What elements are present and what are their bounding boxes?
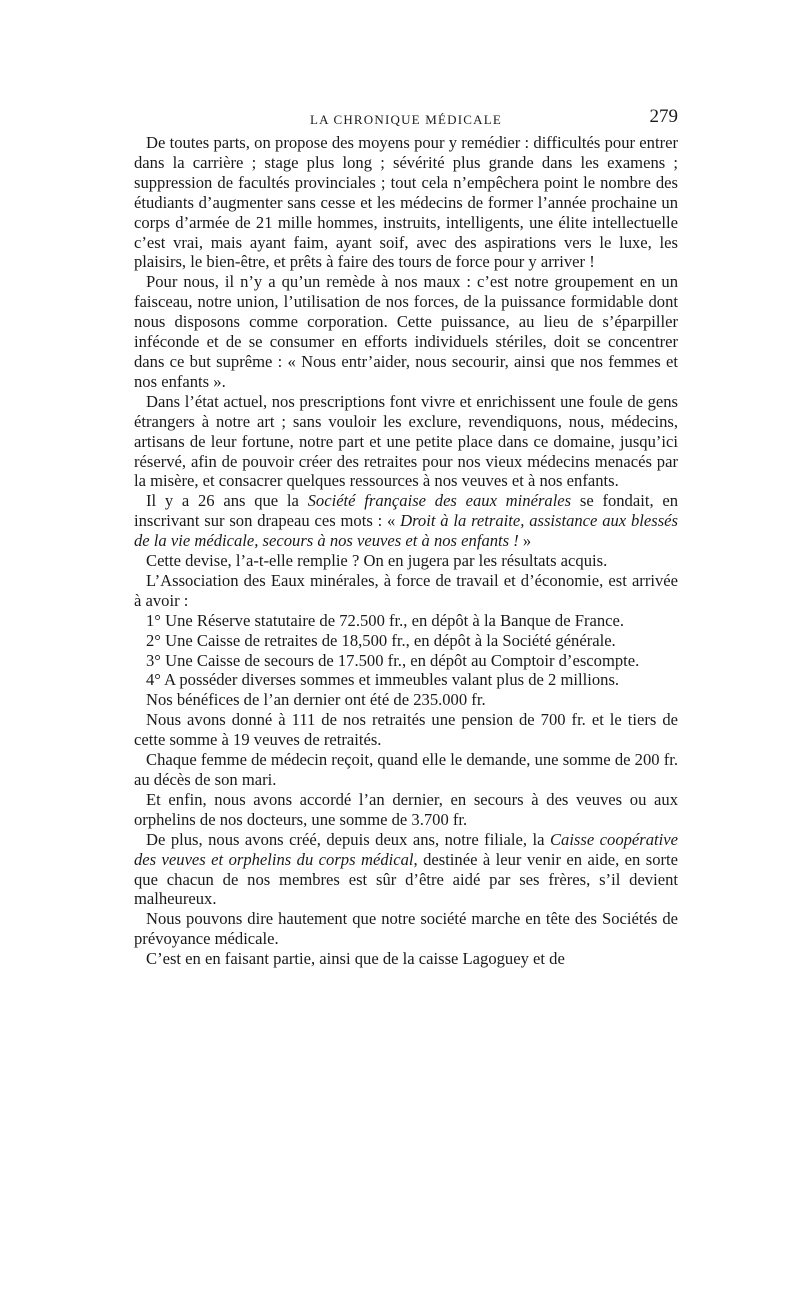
text-run: , destinée à leur venir en aide, en sorte que chacun de nos membres est sûr d’être aidé par ses frères, s’il devient malheureux.	[134, 849, 679, 909]
paragraph	[134, 651, 678, 671]
text-run: Cette devise, l’a-t-elle remplie ? On en jugera par les résultats acquis.	[146, 551, 608, 571]
paragraph	[134, 133, 678, 272]
text-run: C’est en en faisant partie, ainsi que de la caisse Lagoguey et de	[146, 949, 565, 969]
text-run: Chaque femme de médecin reçoit, quand elle le demande, une somme de 200 fr. au décès de son mari.	[134, 750, 678, 789]
text-run: L’Association des Eaux minérales, à force de travail et d’économie, est arrivée à avoir :	[134, 570, 678, 610]
page-header	[134, 106, 678, 132]
text-run: 1° Une Réserve statutaire de 72.500 fr., en dépôt à la Banque de France.	[146, 610, 625, 630]
paragraph	[134, 690, 678, 710]
text-run: Pour nous, il n’y a qu’un remède à nos maux : c’est notre groupement en un faisceau, notre union, l’utilisation de nos forces, de la puissance formidable dont nous disposons comme corporation. Cette puissance, au lieu de s’éparpiller inféconde et de se consumer en efforts individuels stériles, doit se concentrer dans ce but suprême : « Nous entr’aider, nous secourir, ainsi que nos femmes et nos enfants ».	[134, 272, 678, 391]
paragraph	[134, 392, 678, 492]
italic-text-run: Caisse coopérative des veuves et orphelins du corps médical	[134, 829, 679, 869]
text-run: Et enfin, nous avons accordé l’an dernier, en secours à des veuves ou aux orphelins de nos docteurs, une somme de 3.700 fr.	[134, 789, 678, 829]
text-run: De toutes parts, on propose des moyens pour y remédier : difficultés pour entrer dans la carrière ; stage plus long ; sévérité plus grande dans les examens ; suppression de facultés provinciales ; tout cela n’empêchera point le nombre des étudiants d’augmenter sans cesse et les médecins de former l’année prochaine un corps d’armée de 21 mille hommes, instruits, intelligents, une élite intellectuelle c’est vrai, mais ayant faim, ayant soif, avec des aspirations vers le luxe, les plaisirs, le bien-être, et prêts à faire des tours de force pour y arriver !	[134, 133, 678, 272]
paragraph	[134, 272, 678, 391]
paragraph	[134, 491, 678, 551]
page-number: 279	[649, 106, 678, 127]
text-run: Nos bénéfices de l’an dernier ont été de 235.000 fr.	[146, 690, 486, 710]
paragraph	[134, 631, 678, 651]
paragraph	[134, 611, 678, 631]
running-title: LA CHRONIQUE MÉDICALE	[309, 112, 503, 127]
text-run: De plus, nous avons créé, depuis deux ans, notre filiale, la	[146, 829, 550, 849]
paragraph	[134, 551, 678, 571]
paragraph	[134, 670, 678, 690]
text-run: Dans l’état actuel, nos prescriptions font vivre et enrichissent une foule de gens étrangers à notre art ; sans vouloir les exclure, revendiquons, nous, médecins, artisans de leur fortune, notre part et une petite place dans ce domaine, jusqu’ici réservé, afin de pouvoir créer des retraites pour nos vieux médecins menacés par la misère, et consacrer quelques ressources à nos veuves et à nos enfants.	[134, 391, 678, 491]
text-run: Il y a 26 ans que la	[146, 491, 308, 511]
text-run: Nous pouvons dire hautement que notre société marche en tête des Sociétés de prévoyance médicale.	[134, 909, 678, 949]
paragraph	[134, 949, 678, 969]
text-run: Nous avons donné à 111 de nos retraités une pension de 700 fr. et le tiers de cette somme à 19 veuves de retraités.	[134, 710, 678, 750]
italic-text-run: Société française des eaux minérales	[307, 491, 572, 511]
text-run: »	[518, 531, 532, 551]
text-run: se fondait, en inscrivant sur son drapeau ces mots : «	[134, 491, 678, 531]
text-run: 4° A posséder diverses sommes et immeubles valant plus de 2 millions.	[146, 670, 620, 690]
paragraph	[134, 790, 678, 830]
text-run: 2° Une Caisse de retraites de 18,500 fr., en dépôt à la Société générale.	[146, 630, 616, 650]
italic-text-run: Droit à la retraite, assistance aux blessés de la vie médicale, secours à nos veuves et à nos enfants !	[134, 511, 678, 551]
paragraph	[134, 750, 678, 790]
paragraph	[134, 571, 678, 611]
body-text	[134, 133, 678, 969]
paragraph	[134, 710, 678, 750]
paragraph	[134, 830, 678, 910]
paragraph	[134, 909, 678, 949]
text-run: 3° Une Caisse de secours de 17.500 fr., en dépôt au Comptoir d’escompte.	[146, 650, 640, 670]
